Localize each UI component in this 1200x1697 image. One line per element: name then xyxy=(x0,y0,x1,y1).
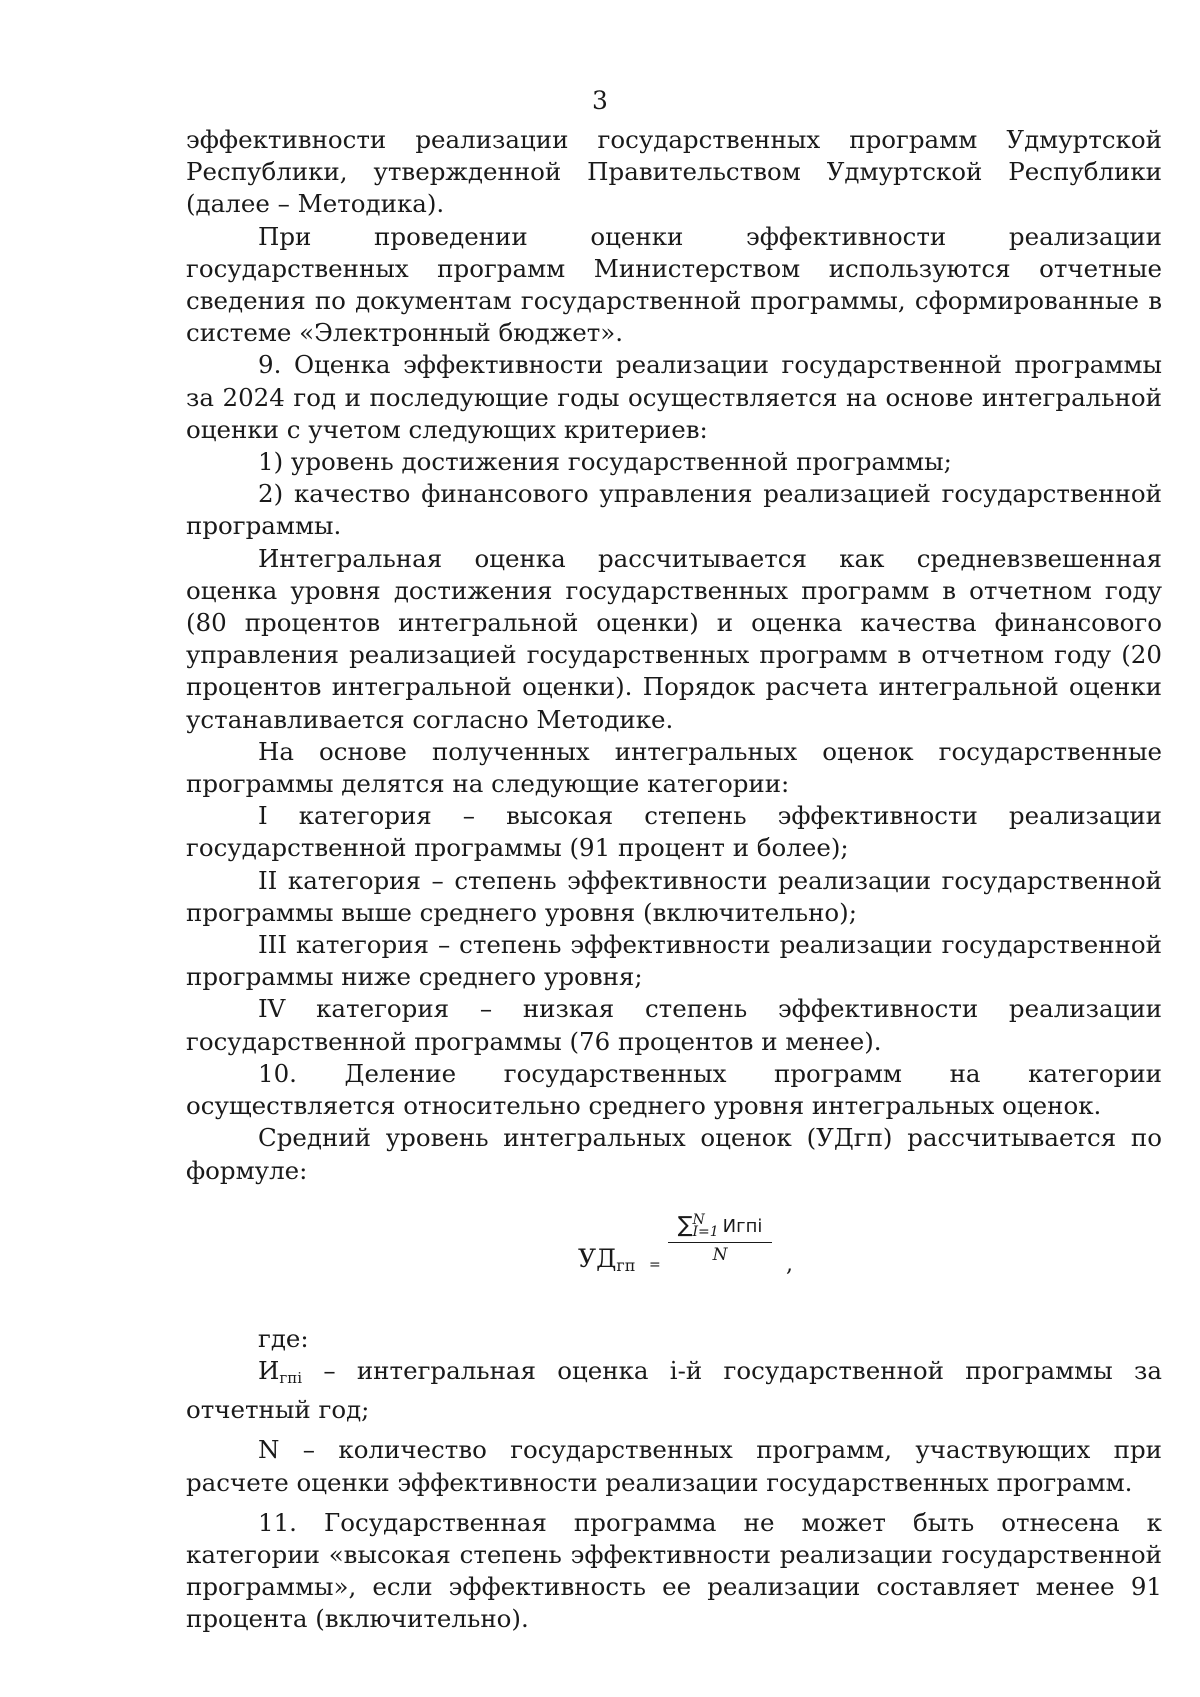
category-1: I категория – высокая степень эффективности реализации государственной программы (91 процент и более); xyxy=(186,801,1162,863)
summand: Игпi xyxy=(722,1215,763,1237)
formula-comma: , xyxy=(786,1251,793,1277)
definition-n: N – количество государственных программ, участвующих при расчете оценки эффективности реализации государственных программ. xyxy=(186,1435,1162,1497)
formula-fraction xyxy=(664,1213,776,1267)
paragraph-item-11: 11. Государственная программа не может быть отнесена к категории «высокая степень эффективности реализации государственной программы», если эффективность ее реализации составляет менее 91 процента (включительно). xyxy=(186,1507,1162,1634)
criterion-1: 1) уровень достижения государственной программы; xyxy=(258,447,952,477)
category-3: III категория – степень эффективности реализации государственной программы ниже среднего уровня; xyxy=(186,930,1162,992)
paragraph-methodology: эффективности реализации государственных программ Удмуртской Республики, утвержденной Правительством Удмуртской Республики (далее – Методика). xyxy=(186,125,1162,219)
average-level-formula xyxy=(186,1191,1162,1323)
paragraph-electronic-budget: При проведении оценки эффективности реализации государственных программ Министерством используются отчетные сведения по документам государственной программы, сформированные в системе «Электронный бюджет». xyxy=(186,221,1162,348)
sum-limits: N I=1 xyxy=(692,1211,719,1240)
formula-lhs: $УД_{гп}$ xyxy=(578,1243,636,1275)
category-4: IV категория – низкая степень эффективности реализации государственной программы (76 процентов и менее). xyxy=(186,994,1162,1056)
formula-equals: = xyxy=(649,1256,661,1273)
where-label: где: xyxy=(258,1323,309,1353)
paragraph-categories-intro: На основе полученных интегральных оценок государственные программы делятся на следующие категории: xyxy=(186,736,1162,799)
paragraph-average-level: Средний уровень интегральных оценок (УДгп) рассчитывается по формуле: xyxy=(186,1123,1162,1185)
paragraph-integral-assessment: Интегральная оценка рассчитывается как средневзвешенная оценка уровня достижения государственных программ в отчетном году (80 процентов интегральной оценки) и оценка качества финансового управления реализацией государственных программ в отчетном году (20 процентов интегральной оценки). Порядок расчета интегральной оценки устанавливается согласно Методике. xyxy=(186,543,1162,734)
criterion-2: 2) качество финансового управления реализацией государственной программы. xyxy=(186,479,1162,541)
paragraph-item-9: 9. Оценка эффективности реализации государственной программы за 2024 год и последующие годы осуществляется на основе интегральной оценки с учетом следующих критериев: xyxy=(186,350,1162,444)
paragraph-item-10: 10. Деление государственных программ на категории осуществляется относительно среднего уровня интегральных оценок. xyxy=(186,1058,1162,1121)
category-2: II категория – степень эффективности реализации государственной программы выше среднего уровня (включительно); xyxy=(186,865,1162,927)
formula-denominator: N xyxy=(712,1244,728,1265)
sum-symbol: ∑ xyxy=(677,1212,693,1238)
document-body xyxy=(186,124,1162,1636)
definition-igp: $И_{гпi}$ – интегральная оценка i-й государственной программы за отчетный год; xyxy=(186,1355,1162,1425)
igp-symbol: $И_{гпi}$ xyxy=(258,1355,303,1387)
page-number: 3 xyxy=(592,86,608,115)
formula-numerator xyxy=(664,1213,776,1242)
